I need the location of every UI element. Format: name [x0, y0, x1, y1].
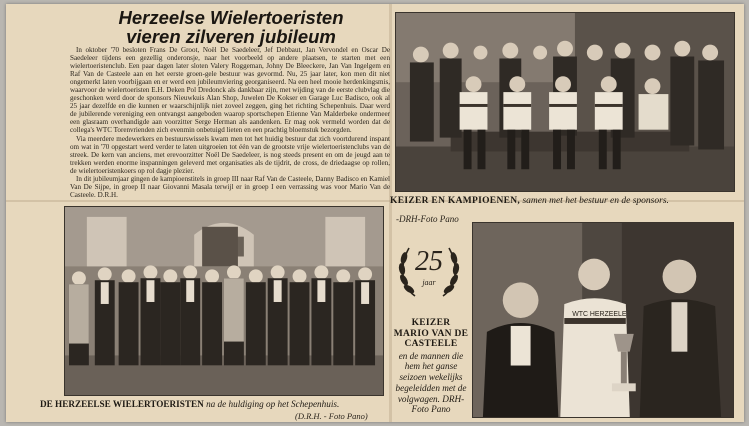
- bottom-photo-credit: (D.R.H. - Foto Pano): [295, 411, 368, 421]
- photo-keizer-trophy-image: [473, 223, 733, 417]
- photo-schepenhuis-group-image: [65, 207, 383, 395]
- photo-champions-group-image: [396, 13, 734, 191]
- keizer-name-line-3: CASTEELE: [404, 339, 458, 349]
- article-paragraph: In oktober '70 besloten Frans De Groot, Noël De Saedeleer, Jef Debbaut, Jan Vervondel en Oscar De Saedeleer tijdens een gezellig onderonsje, naar het voorbeeld op andere plaatsen, te starten met een wielertoeristenclub. Een paar dagen later sloten Valery Roggeman, Johny De Bleeckere, Jan Van Ingelgem en Raf Van de Casteele aan en het eerste groen-gele bestuur was gevormd. Nu, 25 jaar later, kon men dit niet ongemerkt laten voorbijgaan en er werd een jubileumviering georganiseerd. Na een heel mooie herdenkingsmis, waarvoor de wielertoeristen E.H. Deken Pol Dredonck als dankbaar zijn, met wijding van de eerste clubvlag die geschonken werd door de sponsors Nieuwkuis Alan Shop, Juwelen De Kokser en Garage Luc Badisco, ook al 25 jaar dezelfde en die kunnen er waarschijnlijk niet zoveel zeggen, ging het richting Schepenhuis. Daar werd de jubilerende vereniging een ontvangst aangeboden waarop sportschepen Etienne Van Malderbeke ondermeer een glasraam overhandigde aan voorzitter Serge Herman als aandenken. Er mag ook vermeld worden dat de collega's WTC Torenvrienden zich evenmin onbetuigd lieten en een prachtig bloemstuk bezorgden.: [70, 46, 390, 135]
- photo-champions-group: [395, 12, 735, 192]
- badge-number: 25: [415, 246, 443, 277]
- keizer-caption-text: [392, 351, 470, 416]
- top-photo-caption: [390, 196, 690, 206]
- top-caption-rest: samen met het bestuur en de sponsors.: [520, 196, 669, 206]
- jubilee-badge: [395, 236, 463, 304]
- headline-line-1: Herzeelse Wielertoeristen: [118, 7, 344, 28]
- keizer-caption-desc: en de mannen die hem het ganse seizoen wekelijks begeleidden met de volgwagen.: [395, 350, 467, 404]
- keizer-caption-credit: DRH-Foto Pano: [411, 393, 465, 415]
- keizer-name-line-2: MARIO VAN DE: [393, 328, 469, 339]
- top-caption-bold: KEIZER EN KAMPIOENEN,: [390, 196, 521, 206]
- article-headline: [86, 8, 376, 46]
- badge-word: jaar: [422, 278, 436, 287]
- article-body: [70, 46, 390, 202]
- bottom-photo-caption: [40, 399, 400, 409]
- keizer-caption: [392, 318, 470, 415]
- photo-keizer-trophy: [472, 222, 734, 418]
- bottom-caption-bold: DE HERZEELSE WIELERTOERISTEN: [40, 399, 204, 409]
- bottom-caption-rest: na de huldiging op het Schepenhuis.: [203, 399, 340, 409]
- top-photo-credit: -DRH-Foto Pano: [396, 214, 459, 224]
- article-paragraph: Via meerdere medewerkers en bestuurswissels kwam men tot het huidig bestuur dat zich voortdurend inspant om wat in '70 opgestart werd verder te laten uitgroeien tot één van de grootste vrije wielertoeristenclubs van de streek. De kern van anciens, met erevoorzitter Noël De Saedeleer, is nog steeds present en om de jeugd aan te trekken werden enorme inspanningen geleverd met organisaties als de tijdrit, de cross, de driedaagse op rollen, de wielertoeristenkoers op rol dagje plezier.: [70, 134, 390, 175]
- headline-line-2: vieren zilveren jubileum: [126, 26, 336, 47]
- article-paragraph: In dit jubileumjaar gingen de kampioenstitels in groep III naar Raf Van de Casteele, Danny Badisco en Kamiel Van De Sijpe, in groep II naar Giovanni Masala terwijl er in groep I een verrassing was voor Mario Van de Casteele. D.R.H.: [70, 174, 390, 199]
- jersey-text: WTC HERZEELE: [572, 311, 627, 319]
- photo-schepenhuis-group: [64, 206, 384, 396]
- keizer-name-line-1: KEIZER: [411, 318, 451, 328]
